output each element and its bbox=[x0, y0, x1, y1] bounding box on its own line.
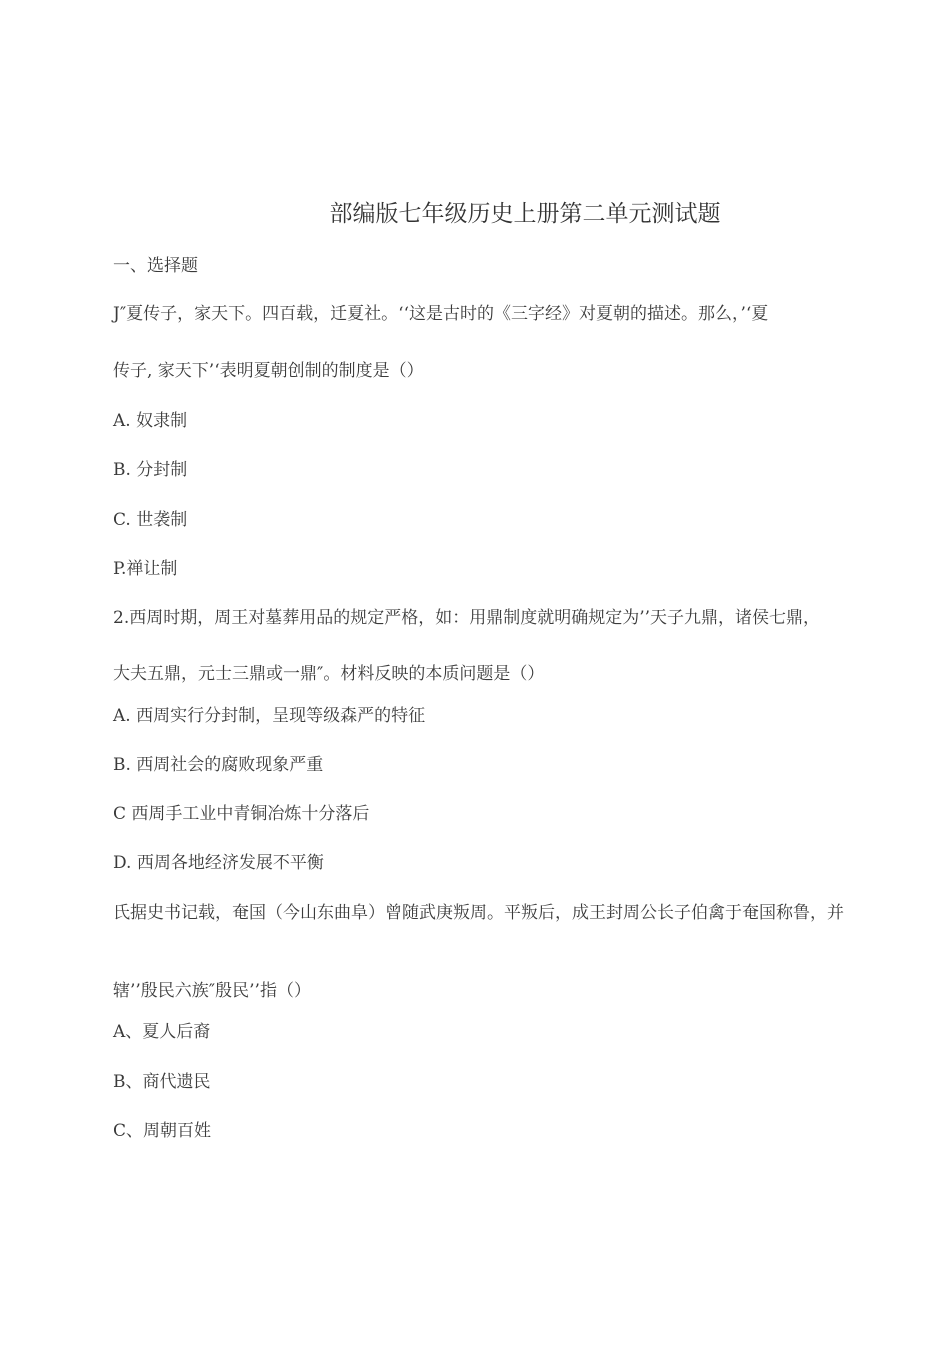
question-3-stem-line-1: 氏据史书记载，奄国（今山东曲阜）曾随武庚叛周。平叛后，成王封周公长子伯禽于奄国称鲁，并 bbox=[113, 903, 844, 923]
question-1-option-b: B. 分封制 bbox=[113, 460, 188, 480]
section-heading: 一、选择题 bbox=[113, 256, 198, 276]
question-2-option-a: A. 西周实行分封制，呈现等级森严的特征 bbox=[113, 706, 426, 726]
question-3-option-a: A、夏人后裔 bbox=[113, 1022, 211, 1042]
question-1-option-d: P.禅让制 bbox=[113, 559, 178, 579]
question-3-stem-line-2: 辖’’殷民六族″殷民’’指（） bbox=[113, 981, 311, 1001]
question-1-stem-line-1: J″夏传子，家天下。四百载，迁夏社。‘‘这是古时的《三字经》对夏朝的描述。那么，’‘夏 bbox=[113, 304, 769, 324]
question-2-stem-line-2: 大夫五鼎，元士三鼎或一鼎″。材料反映的本质问题是（） bbox=[113, 664, 545, 684]
question-1-stem-line-2: 传子, 家天下’‘表明夏朝创制的制度是（） bbox=[113, 361, 424, 381]
question-2-stem-line-1: 2.西周时期，周王对墓葬用品的规定严格，如：用鼎制度就明确规定为’’天子九鼎，诸侯七鼎， bbox=[113, 608, 821, 628]
question-3-option-b: B、商代遗民 bbox=[113, 1072, 211, 1092]
question-2-option-b: B. 西周社会的腐败现象严重 bbox=[113, 755, 324, 775]
question-2-option-c: C 西周手工业中青铜冶炼十分落后 bbox=[113, 804, 370, 824]
question-1-option-c: C. 世袭制 bbox=[113, 510, 188, 530]
page-title: 部编版七年级历史上册第二单元测试题 bbox=[329, 201, 721, 227]
question-1-option-a: A. 奴隶制 bbox=[113, 411, 188, 431]
question-3-option-c: C、周朝百姓 bbox=[113, 1121, 212, 1141]
question-2-option-d: D. 西周各地经济发展不平衡 bbox=[113, 853, 324, 873]
